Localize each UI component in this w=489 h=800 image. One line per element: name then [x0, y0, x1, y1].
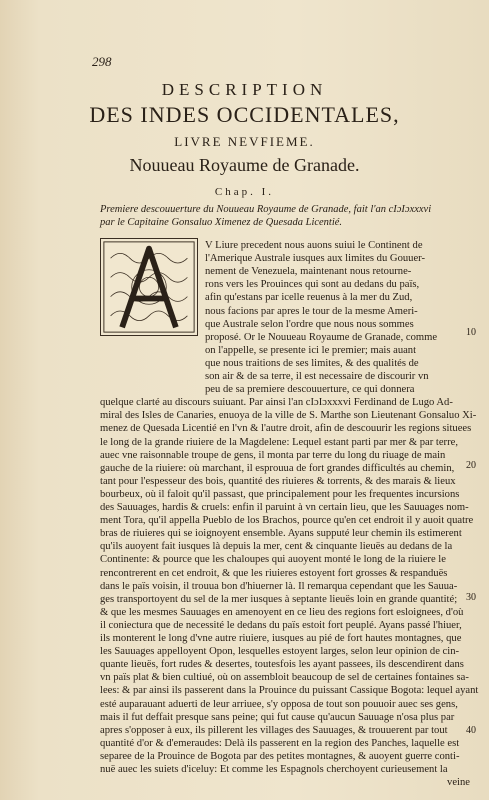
margin-number: 30: [466, 592, 476, 603]
text-line: les Sauuages appelloyent Opon, lesquelles estoyent larges, selon leur opinion de cin-: [100, 646, 460, 658]
text-line: ges transportoyent du sel de la mer iusques à septante lieuës loin en grande quantité;: [100, 593, 458, 605]
text-line: rons vers les Prouinces qui sont au dedans du païs,: [205, 279, 420, 291]
title-description: DESCRIPTION: [161, 80, 328, 99]
text-line: quantité d'or & d'emeraudes: Delà ils passerent en la region des Panches, laquelle est: [100, 737, 460, 749]
subtitle-line-2: par le Capitaine Gonsaluo Ximenez de Quesada Licentié.: [100, 217, 343, 228]
text-line: qu'ils auoyent fait iusques là depuis la mer, cent & cinquante lieuës au dedans de la: [100, 541, 453, 553]
text-line: rencontrerent en cet endroit, & que les riuieres estoyent fort grosses & respanduës: [100, 567, 448, 579]
text-line: que Australe selon l'ordre que nous nous sommes: [205, 318, 414, 330]
text-line: proposé. Or le Nouueau Royaume de Granade, comme: [205, 331, 438, 343]
text-line: nement de Venezuela, maintenant nous retourne-: [205, 266, 412, 278]
text-line: son air & de sa terre, il est necessaire de discourir vn: [205, 371, 429, 382]
subtitle-line-1: Premiere descouuerture du Nouueau Royaume de Granade, fait l'an cIɔIɔxxxvi: [100, 204, 432, 215]
chapter-subtitle: [100, 203, 480, 229]
text-line: peu de sa premiere descouuerture, ce qui donnera: [205, 384, 415, 396]
text-line: ils monterent le long d'vne autre riuiere, iusques au pié de fort hautes montagnes, que: [100, 633, 462, 644]
text-line: bourbeux, où il faloit qu'il passast, que principalement pour les frequentes incursions: [100, 488, 460, 500]
text-line: veine: [447, 777, 470, 789]
text-line: que nous traitions de ses limites, & des qualités de: [205, 357, 419, 369]
text-line: ment Tora, qu'il appella Pueblo de los Brachos, pource qu'en cet endroit il y auoit quatre: [100, 515, 474, 527]
text-line: apres s'opposer à eux, ils pillerent les villages des Sauuages, & trouuerent par tout: [100, 724, 448, 736]
text-line: gauche de la riuiere: où marchant, il esprouua de fort grandes difficultés au chemin,: [100, 462, 455, 474]
text-line: il coniectura que de necessité le dedans du païs estoit fort peuplé. Ayans passé l'hiuer,: [100, 619, 462, 631]
ornament-icon: [101, 239, 197, 335]
text-line: afin qu'estans par icelle reuenus à la mer du Zud,: [205, 292, 413, 304]
margin-number: 20: [466, 460, 476, 471]
page-number: 298: [92, 54, 112, 69]
text-line: menez de Quesada Licentié en l'vn & l'autre droit, afin de descouurir les regions situees: [100, 423, 472, 435]
text-line: le long de la grande riuiere de la Magdelene: Lequel estant parti par mer & par terre,: [100, 436, 458, 448]
title-livre: LIVRE NEVFIEME.: [174, 134, 315, 149]
margin-number: 10: [466, 327, 476, 338]
text-line: tant pour l'espesseur des bois, quantité des riuieres & torrents, & des marais & lieux: [100, 475, 456, 487]
text-line: Continente: & pource que les chaloupes qui auoyent monté le long de la riuiere le: [100, 554, 446, 566]
text-line: quante lieuës, fort rudes & desertes, toutesfois les ayant passees, ils descendirent dans: [100, 659, 464, 671]
margin-number: 40: [466, 725, 476, 736]
text-line: auec vne raisonnable troupe de gens, il monta par terre du long du riuage de main: [100, 449, 446, 461]
text-line: V Liure precedent nous auons suiui le Continent de: [205, 240, 423, 251]
text-line: separee de la Prouince de Bogota par des petites montagnes, & auoyent guerre conti-: [100, 750, 460, 762]
text-line: quelque clarté au discours suiuant. Par ainsi l'an cIɔIɔxxxvi Ferdinand de Lugo Ad-: [100, 397, 453, 409]
text-line: & que les mesmes Sauuages en amenoyent en ce lieu des regions fort esloignees, d'où: [100, 606, 464, 618]
title-granade: Nouueau Royaume de Granade.: [129, 155, 360, 175]
text-line: miral des Isles de Canaries, enuoya de la ville de S. Marthe son Lieutenant Gonsaluo Xi-: [100, 410, 477, 422]
text-line: mais il fut deffait presque sans peine; qui fut cause qu'aucun Sauuage n'osa plus par: [100, 711, 455, 723]
chapter-heading: Chap. I.: [214, 186, 275, 198]
text-line: vn païs plat & bien cultiué, où on assembloit beaucoup de sel de certaines fontaines sa-: [100, 672, 469, 684]
text-line: nuë auec les suiets d'iceluy: Et comme les Espagnols cherchoyent curieusement la: [100, 764, 448, 775]
decorative-initial: [100, 238, 198, 336]
text-line: esté auparauant aduerti de leur arriuee, s'y opposa de tout son pouuoir auec ses gens,: [100, 698, 458, 710]
text-line: bras de riuieres qui se ioignoyent ensemble. Ayans supputé leur chemin ils estimerent: [100, 528, 462, 540]
text-line: dans le païs voisin, il trouua bon d'hiuerner là. Il remarqua cependant que les Sauua-: [100, 580, 458, 592]
text-line: lees: & par ainsi ils passerent dans la Prouince du puissant Cassique Bogota: lequel ayant: [100, 685, 479, 697]
text-line: on l'appelle, se presente ici le premier; mais auant: [205, 344, 417, 356]
title-indes: DES INDES OCCIDENTALES,: [89, 102, 400, 127]
text-line: des Sauuages, hardis & cruels: enfin il paruint à vn certain lieu, que les Sauuages nom-: [100, 502, 469, 513]
text-line: l'Amerique Australe iusques aux limites du Gouuer-: [205, 253, 426, 265]
text-line: nous facions par apres le tour de la mesme Ameri-: [205, 305, 418, 317]
